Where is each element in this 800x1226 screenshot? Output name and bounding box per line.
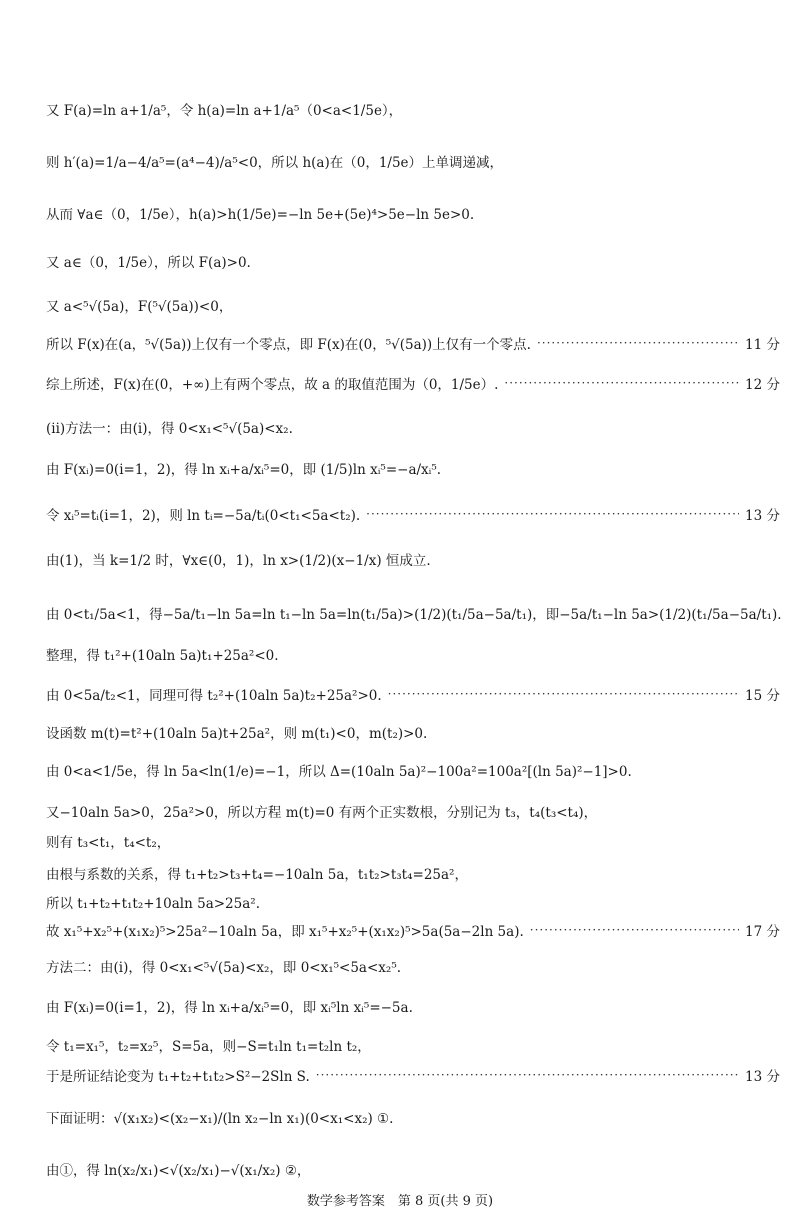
- math-text: 整理，得 t₁²+(10aln 5a)t₁+25a²<0.: [46, 648, 279, 664]
- solution-line: [46, 798, 780, 824]
- solution-line: [46, 993, 780, 1019]
- math-text: 由 F(xᵢ)=0(i=1，2)，得 ln xᵢ+a/xᵢ⁵=0，即 (1/5)ln xᵢ⁵=−a/xᵢ⁵.: [46, 462, 442, 478]
- math-text: 由 0<t₁/5a<1，得−5a/t₁−ln 5a=ln t₁−ln 5a=ln(t₁/5a)>(1/2)(t₁/5a−5a/t₁)，即−5a/t₁−ln 5a>(1/2)(t₁/5a−5a/t₁).: [46, 607, 782, 623]
- solution-line: [46, 248, 780, 274]
- solution-line: [46, 600, 780, 626]
- math-text: 又 a∈（0，1/5e），所以 F(a)>0.: [46, 255, 251, 271]
- dot-leader: [366, 507, 739, 521]
- solution-line: [46, 501, 780, 527]
- dot-leader: [316, 1068, 739, 1082]
- solution-line: [46, 370, 780, 396]
- math-text: 综上所述，F(x)在(0，+∞)上有两个零点，故 a 的取值范围为（0，1/5e）.: [46, 377, 499, 393]
- solution-line: [46, 148, 780, 174]
- math-text: 故 x₁⁵+x₂⁵+(x₁x₂)⁵>25a²−10aln 5a，即 x₁⁵+x₂⁵+(x₁x₂)⁵>5a(5a−2ln 5a).: [46, 924, 524, 940]
- math-text: 令 xᵢ⁵=tᵢ(i=1，2)，则 ln tᵢ=−5a/tᵢ(0<t₁<5a<t₂).: [46, 508, 361, 524]
- solution-line: [46, 1156, 780, 1182]
- solution-line: [46, 414, 780, 440]
- solution-line: [46, 1062, 780, 1088]
- math-text: 由 0<a<1/5e，得 ln 5a<ln(1/e)=−1，所以 Δ=(10aln 5a)²−100a²=100a²[(ln 5a)²−1]>0.: [46, 764, 632, 780]
- math-text: 设函数 m(t)=t²+(10aln 5a)t+25a²，则 m(t₁)<0，m(t₂)>0.: [46, 726, 428, 742]
- solution-line: [46, 330, 780, 356]
- dot-leader: [530, 923, 739, 937]
- solution-line: [46, 546, 780, 572]
- page-footer: 数学参考答案 第 8 页(共 9 页): [306, 1194, 494, 1209]
- score-mark: 11 分: [745, 337, 780, 353]
- math-text: 则有 t₃<t₁，t₄<t₂，: [46, 835, 171, 851]
- math-text: 所以 F(x)在(a，⁵√(5a))上仅有一个零点，即 F(x)在(0，⁵√(5a))上仅有一个零点.: [46, 337, 531, 353]
- solution-line: [46, 889, 780, 915]
- dot-leader: [504, 376, 739, 390]
- solution-line: [46, 292, 780, 318]
- solution-line: [46, 953, 780, 979]
- score-mark: 12 分: [745, 377, 780, 393]
- dot-leader: [388, 687, 739, 701]
- score-mark: 15 分: [745, 688, 780, 704]
- solution-line: [46, 96, 780, 122]
- solution-line: [46, 757, 780, 783]
- math-text: 于是所证结论变为 t₁+t₂+t₁t₂>S²−2Sln S.: [46, 1069, 310, 1085]
- solution-line: [46, 641, 780, 667]
- math-text: 令 t₁=x₁⁵，t₂=x₂⁵，S=5a，则−S=t₁ln t₁=t₂ln t₂，: [46, 1039, 371, 1055]
- solution-line: [46, 455, 780, 481]
- score-mark: 17 分: [745, 924, 780, 940]
- math-text: 由 F(xᵢ)=0(i=1，2)，得 ln xᵢ+a/xᵢ⁵=0，即 xᵢ⁵ln xᵢ⁵=−5a.: [46, 1000, 413, 1016]
- solution-line: [46, 1104, 780, 1130]
- solution-line: [46, 828, 780, 854]
- math-text: (ii)方法一：由(i)，得 0<x₁<⁵√(5a)<x₂.: [46, 421, 293, 437]
- dot-leader: [537, 336, 739, 350]
- math-text: 又−10aln 5a>0，25a²>0，所以方程 m(t)=0 有两个正实数根，分别记为 t₃，t₄(t₃<t₄)，: [46, 805, 598, 821]
- solution-line: [46, 917, 780, 943]
- solution-line: [46, 200, 780, 226]
- solution-line: [46, 719, 780, 745]
- math-text: 由①，得 ln(x₂/x₁)<√(x₂/x₁)−√(x₁/x₂) ②，: [46, 1163, 311, 1179]
- score-mark: 13 分: [745, 1069, 780, 1085]
- math-text: 从而 ∀a∈（0，1/5e），h(a)>h(1/5e)=−ln 5e+(5e)⁴>5e−ln 5e>0.: [46, 207, 475, 223]
- math-text: 方法二：由(i)，得 0<x₁<⁵√(5a)<x₂，即 0<x₁⁵<5a<x₂⁵.: [46, 960, 402, 976]
- solution-line: [46, 1032, 780, 1058]
- math-text: 所以 t₁+t₂+t₁t₂+10aln 5a>25a².: [46, 896, 260, 912]
- math-text: 又 a<⁵√(5a)，F(⁵√(5a))<0，: [46, 299, 233, 315]
- math-text: 由(1)，当 k=1/2 时，∀x∈(0，1)，ln x>(1/2)(x−1/x) 恒成立.: [46, 553, 431, 569]
- score-mark: 13 分: [745, 508, 780, 524]
- math-text: 由 0<5a/t₂<1，同理可得 t₂²+(10aln 5a)t₂+25a²>0.: [46, 688, 382, 704]
- solution-line: [46, 860, 780, 886]
- math-text: 则 h′(a)=1/a−4/a⁵=(a⁴−4)/a⁵<0，所以 h(a)在（0，1/5e）上单调递减，: [46, 155, 504, 171]
- solution-line: [46, 681, 780, 707]
- math-text: 下面证明：√(x₁x₂)<(x₂−x₁)/(ln x₂−ln x₁)(0<x₁<x₂) ①.: [46, 1111, 394, 1127]
- math-text: 由根与系数的关系，得 t₁+t₂>t₃+t₄=−10aln 5a，t₁t₂>t₃t₄=25a²，: [46, 867, 468, 883]
- math-text: 又 F(a)=ln a+1/a⁵，令 h(a)=ln a+1/a⁵（0<a<1/5e），: [46, 103, 403, 119]
